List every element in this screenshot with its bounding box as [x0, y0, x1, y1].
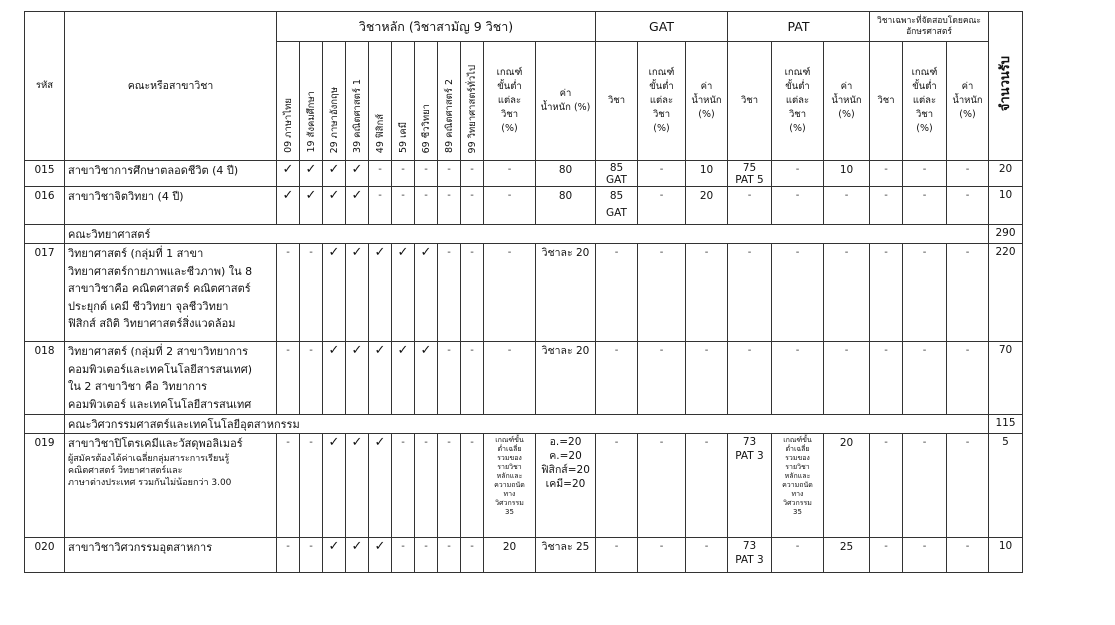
header-special-group: วิชาเฉพาะที่จัดสอบโดยคณะอักษรศาสตร์ — [870, 12, 989, 42]
gat-min: - — [638, 538, 686, 573]
pat-min: - — [772, 538, 824, 573]
check-mark: ✓ — [369, 244, 392, 342]
special-min: - — [903, 187, 947, 225]
table-row — [25, 434, 1023, 538]
check-mark: ✓ — [323, 161, 346, 187]
check-mark: ✓ — [346, 434, 369, 538]
check-mark: ✓ — [277, 187, 300, 225]
section-code — [25, 225, 65, 244]
gat-weight: - — [686, 538, 728, 573]
core-weight: 80 — [536, 187, 596, 225]
gat-subject: - — [596, 244, 638, 342]
core-weight: อ.=20 ค.=20 ฟิสิกส์=20 เคมี=20 — [536, 434, 596, 538]
special-weight: - — [947, 538, 989, 573]
check-mark: ✓ — [415, 342, 438, 415]
row-capacity: 220 — [989, 244, 1023, 342]
row-name-text: สาขาวิชาปิโตรเคมีและวัสดุพอลิเมอร์ — [68, 437, 243, 450]
header-faculty: คณะหรือสาขาวิชา — [65, 12, 277, 161]
pat-subject: - — [728, 342, 772, 415]
special-weight: - — [947, 342, 989, 415]
row-capacity: 70 — [989, 342, 1023, 415]
subject-cell: - — [300, 342, 323, 415]
subject-cell: - — [392, 187, 415, 225]
subject-cell: - — [461, 187, 484, 225]
pat-weight: - — [824, 342, 870, 415]
check-mark: ✓ — [323, 244, 346, 342]
check-mark: ✓ — [323, 187, 346, 225]
header-pat-subject: วิชา — [728, 42, 772, 161]
admission-table — [24, 11, 1023, 573]
table-row — [25, 342, 1023, 415]
subject-cell: - — [392, 434, 415, 538]
core-weight: วิชาละ 25 — [536, 538, 596, 573]
row-name: วิทยาศาสตร์ (กลุ่มที่ 1 สาขา วิทยาศาสตร์กายภาพและชีวภาพ) ใน 8 สาขาวิชาคือ คณิตศาสตร์ คณิตศาสตร์ ประยุกต์ เคมี ชีววิทยา จุลชีววิทยา ฟิสิกส์ สถิติ วิทยาศาสตร์สิ่งแวดล้อม — [65, 244, 277, 342]
row-code: 019 — [25, 434, 65, 538]
section-code — [25, 415, 65, 434]
core-weight: 80 — [536, 161, 596, 187]
pat-min: - — [772, 342, 824, 415]
header-capacity: จำนวนรับ — [989, 12, 1023, 161]
subject-cell: - — [415, 187, 438, 225]
subject-cell: - — [415, 434, 438, 538]
check-mark: ✓ — [323, 538, 346, 573]
special-weight: - — [947, 244, 989, 342]
subject-cell: - — [438, 161, 461, 187]
header-core-min: เกณฑ์ ขั้นต่ำ แต่ละ วิชา (%) — [484, 42, 536, 161]
special-subject: - — [870, 538, 903, 573]
pat-weight: - — [824, 187, 870, 225]
section-capacity: 115 — [989, 415, 1023, 434]
gat-min: - — [638, 434, 686, 538]
header-subject: 59 เคมี — [392, 42, 415, 161]
section-capacity: 290 — [989, 225, 1023, 244]
core-weight: วิชาละ 20 — [536, 244, 596, 342]
header-core-weight: ค่า น้ำหนัก (%) — [536, 42, 596, 161]
subject-cell: - — [369, 161, 392, 187]
check-mark: ✓ — [346, 244, 369, 342]
core-min: - — [484, 187, 536, 225]
row-capacity: 10 — [989, 538, 1023, 573]
core-weight: วิชาละ 20 — [536, 342, 596, 415]
row-code: 015 — [25, 161, 65, 187]
check-mark: ✓ — [300, 161, 323, 187]
special-subject: - — [870, 187, 903, 225]
header-gat-weight: ค่า น้ำหนัก (%) — [686, 42, 728, 161]
header-gat-min: เกณฑ์ ขั้นต่ำ แต่ละ วิชา (%) — [638, 42, 686, 161]
special-min: - — [903, 161, 947, 187]
gat-weight: 20 — [686, 187, 728, 225]
subject-cell: - — [461, 342, 484, 415]
subject-cell: - — [415, 161, 438, 187]
row-name: สาขาวิชาการศึกษาตลอดชีวิต (4 ปี) — [65, 161, 277, 187]
subject-cell: - — [392, 538, 415, 573]
header-core-group: วิชาหลัก (วิชาสามัญ 9 วิชา) — [277, 12, 596, 42]
subject-cell: - — [461, 434, 484, 538]
check-mark: ✓ — [277, 161, 300, 187]
subject-cell: - — [415, 538, 438, 573]
subject-cell: - — [438, 342, 461, 415]
row-code: 017 — [25, 244, 65, 342]
gat-min: - — [638, 187, 686, 225]
header-subject: 39 คณิตศาสตร์ 1 — [346, 42, 369, 161]
subject-cell: - — [461, 538, 484, 573]
header-gat-subject: วิชา — [596, 42, 638, 161]
pat-weight: 25 — [824, 538, 870, 573]
special-subject: - — [870, 342, 903, 415]
pat-weight: 20 — [824, 434, 870, 538]
special-weight: - — [947, 434, 989, 538]
section-title: คณะวิทยาศาสตร์ — [65, 225, 989, 244]
subject-cell: - — [300, 538, 323, 573]
gat-min: - — [638, 342, 686, 415]
check-mark: ✓ — [392, 244, 415, 342]
check-mark: ✓ — [323, 342, 346, 415]
check-mark: ✓ — [369, 342, 392, 415]
subject-cell: - — [277, 434, 300, 538]
header-code: รหัส — [25, 12, 65, 161]
header-special-subject: วิชา — [870, 42, 903, 161]
gat-min: - — [638, 161, 686, 187]
row-name — [65, 434, 277, 538]
section-title: คณะวิศวกรรมศาสตร์และเทคโนโลยีอุตสาหกรรม — [65, 415, 989, 434]
special-weight: - — [947, 161, 989, 187]
pat-subject: - — [728, 187, 772, 225]
subject-cell: - — [438, 244, 461, 342]
special-subject: - — [870, 161, 903, 187]
header-subject: 09 ภาษาไทย — [277, 42, 300, 161]
pat-subject: 75 PAT 5 — [728, 161, 772, 187]
special-subject: - — [870, 434, 903, 538]
row-name: สาขาวิชาจิตวิทยา (4 ปี) — [65, 187, 277, 225]
pat-min: - — [772, 244, 824, 342]
subject-cell: - — [438, 187, 461, 225]
subject-cell: - — [438, 434, 461, 538]
core-min: - — [484, 342, 536, 415]
special-min: - — [903, 244, 947, 342]
row-name: สาขาวิชาวิศวกรรมอุตสาหการ — [65, 538, 277, 573]
special-min: - — [903, 434, 947, 538]
subject-cell: - — [438, 538, 461, 573]
pat-min: - — [772, 187, 824, 225]
row-capacity: 5 — [989, 434, 1023, 538]
check-mark: ✓ — [346, 161, 369, 187]
header-subject: 29 ภาษาอังกฤษ — [323, 42, 346, 161]
special-subject: - — [870, 244, 903, 342]
header-pat-weight: ค่า น้ำหนัก (%) — [824, 42, 870, 161]
pat-weight: 10 — [824, 161, 870, 187]
subject-cell: - — [392, 161, 415, 187]
header-special-min: เกณฑ์ ขั้นต่ำ แต่ละ วิชา (%) — [903, 42, 947, 161]
pat-subject: 73 PAT 3 — [728, 434, 772, 538]
check-mark: ✓ — [415, 244, 438, 342]
section-row — [25, 225, 1023, 244]
check-mark: ✓ — [369, 538, 392, 573]
gat-weight: - — [686, 434, 728, 538]
table-row — [25, 538, 1023, 573]
table-row — [25, 161, 1023, 187]
gat-subject: - — [596, 538, 638, 573]
table-row — [25, 244, 1023, 342]
row-code: 020 — [25, 538, 65, 573]
core-min: - — [484, 244, 536, 342]
check-mark: ✓ — [346, 187, 369, 225]
row-name: วิทยาศาสตร์ (กลุ่มที่ 2 สาขาวิทยาการ คอมพิวเตอร์และเทคโนโลยีสารสนเทศ) ใน 2 สาขาวิชา คือ วิทยาการ คอมพิวเตอร์ และเทคโนโลยีสารสนเทศ — [65, 342, 277, 415]
header-special-weight: ค่า น้ำหนัก (%) — [947, 42, 989, 161]
core-min: - — [484, 161, 536, 187]
row-capacity: 20 — [989, 161, 1023, 187]
header-subject: 99 วิทยาศาสตร์ทั่วไป — [461, 42, 484, 161]
header-gat-group: GAT — [596, 12, 728, 42]
gat-weight: 10 — [686, 161, 728, 187]
check-mark: ✓ — [346, 538, 369, 573]
table-row — [25, 187, 1023, 225]
check-mark: ✓ — [300, 187, 323, 225]
header-pat-group: PAT — [728, 12, 870, 42]
header-pat-min: เกณฑ์ ขั้นต่ำ แต่ละ วิชา (%) — [772, 42, 824, 161]
subject-cell: - — [277, 244, 300, 342]
subject-cell: - — [461, 161, 484, 187]
row-note: ผู้สมัครต้องได้ค่าเฉลี่ยกลุ่มสาระการเรียนรู้ คณิตศาสตร์ วิทยาศาสตร์และ ภาษาต่างประเทศ รวมกันไม่น้อยกว่า 3.00 — [68, 453, 232, 488]
subject-cell: - — [369, 187, 392, 225]
row-capacity: 10 — [989, 187, 1023, 225]
subject-cell: - — [277, 342, 300, 415]
header-subject: 89 คณิตศาสตร์ 2 — [438, 42, 461, 161]
pat-subject: 73 PAT 3 — [728, 538, 772, 573]
row-code: 016 — [25, 187, 65, 225]
section-row — [25, 415, 1023, 434]
special-min: - — [903, 342, 947, 415]
gat-subject: - — [596, 342, 638, 415]
header-subject: 19 สังคมศึกษา — [300, 42, 323, 161]
pat-min: - — [772, 161, 824, 187]
header-subject: 69 ชีววิทยา — [415, 42, 438, 161]
subject-cell: - — [461, 244, 484, 342]
pat-weight: - — [824, 244, 870, 342]
check-mark: ✓ — [346, 342, 369, 415]
gat-subject: - — [596, 434, 638, 538]
gat-weight: - — [686, 342, 728, 415]
gat-weight: - — [686, 244, 728, 342]
check-mark: ✓ — [323, 434, 346, 538]
gat-subject: 85 GAT — [596, 187, 638, 225]
subject-cell: - — [277, 538, 300, 573]
special-min: - — [903, 538, 947, 573]
gat-subject: 85 GAT — [596, 161, 638, 187]
check-mark: ✓ — [369, 434, 392, 538]
subject-cell: - — [300, 434, 323, 538]
core-min: 20 — [484, 538, 536, 573]
pat-subject: - — [728, 244, 772, 342]
row-code: 018 — [25, 342, 65, 415]
special-weight: - — [947, 187, 989, 225]
header-subject: 49 ฟิสิกส์ — [369, 42, 392, 161]
subject-cell: - — [300, 244, 323, 342]
core-min: เกณฑ์ขั้น ต่ำเฉลี่ย รวมของ รายวิชา หลักและ ความถนัด ทาง วิศวกรรม 35 — [484, 434, 536, 538]
pat-min: เกณฑ์ขั้น ต่ำเฉลี่ย รวมของ รายวิชา หลักและ ความถนัด ทาง วิศวกรรม 35 — [772, 434, 824, 538]
gat-min: - — [638, 244, 686, 342]
check-mark: ✓ — [392, 342, 415, 415]
